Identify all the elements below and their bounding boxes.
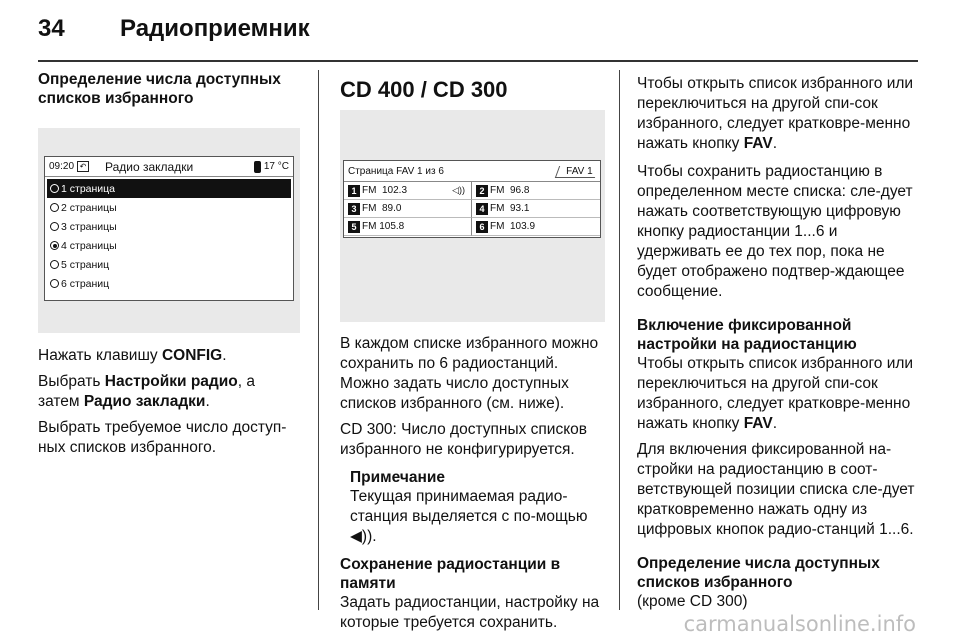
- fav-display-header: [344, 161, 600, 181]
- fav-display-screen: [343, 160, 601, 238]
- radio-button-icon: [50, 241, 59, 250]
- bookmark-page-item: [47, 179, 291, 198]
- back-icon: ↶: [77, 161, 89, 172]
- bookmark-page-label: 3 страницы: [61, 220, 117, 233]
- radio-button-icon: [50, 203, 59, 212]
- station-frequency: FM 96.8: [490, 185, 530, 196]
- display-time: 09:20: [49, 161, 75, 172]
- paragraph-set-stations: Задать радиостанции, настройку на которые требуется сохранить.: [340, 594, 600, 631]
- section-heading-favourites-count: Определение числа доступных списков избранного: [38, 71, 281, 107]
- section-heading-save-station: Сохранение радиостанции в памяти: [340, 556, 561, 592]
- bookmark-page-list: [45, 177, 293, 295]
- paragraph-open-favourites: Чтобы открыть список избранного или переключиться на другой спи-сок избранного, следует кратковре-менно нажать кнопку FAV.: [637, 75, 914, 152]
- station-frequency: FM 93.1: [490, 203, 530, 214]
- column-2-text: [340, 334, 605, 633]
- preset-number-badge: 3: [348, 203, 360, 215]
- station-frequency: FM 103.9: [490, 221, 536, 232]
- paragraph-except-cd300: (кроме CD 300): [637, 593, 748, 610]
- fav-station-slot: [344, 200, 472, 218]
- section-heading-recall-station: Включение фиксированной настройки на радиостанцию: [637, 317, 857, 353]
- watermark: carmanualsonline.info: [683, 612, 916, 636]
- paragraph-select-number: Выбрать требуемое число доступ-ных списков избранного.: [38, 419, 287, 456]
- column-1: [38, 70, 300, 108]
- note-text: Текущая принимаемая радио-станция выделяется с по-мощью ◀)).: [350, 488, 588, 545]
- thermometer-icon: [254, 161, 261, 173]
- bookmark-page-item: [47, 198, 291, 217]
- column-2-title: [340, 72, 605, 100]
- radio-button-icon: [50, 260, 59, 269]
- preset-number-badge: 5: [348, 221, 360, 233]
- paragraph-six-stations: В каждом списке избранного можно сохранить по 6 радиостанций. Можно задать число доступных списков избранного (см. ниже).: [340, 335, 599, 412]
- bookmark-page-label: 5 страниц: [61, 258, 110, 271]
- preset-number-badge: 4: [476, 203, 488, 215]
- bookmark-page-label: 1 страница: [61, 182, 116, 195]
- station-frequency: FM 89.0: [362, 203, 402, 214]
- bookmark-page-label: 6 страниц: [61, 277, 110, 290]
- column-divider-2: [619, 70, 620, 610]
- column-1-text: [38, 346, 300, 458]
- fav-station-slot: [472, 182, 600, 200]
- paragraph-open-favourites-2: Чтобы открыть список избранного или переключиться на другой спи-сок избранного, следует кратковре-менно нажать кнопку FAV.: [637, 355, 914, 432]
- section-title-cd400: CD 400 / CD 300: [340, 77, 508, 102]
- bookmark-page-item: [47, 274, 291, 293]
- display-title: Радио закладки: [105, 159, 194, 174]
- preset-number-badge: 2: [476, 185, 488, 197]
- bookmark-page-item: [47, 236, 291, 255]
- preset-number-badge: 1: [348, 185, 360, 197]
- paragraph-cd300: CD 300: Число доступных списков избранного не конфигурируется.: [340, 421, 588, 458]
- preset-number-badge: 6: [476, 221, 488, 233]
- radio-button-icon: [50, 222, 59, 231]
- paragraph-recall-preset: Для включения фиксированной на-стройки на радиостанцию в соот-ветствующей позиции списка сле-дует кратковременно нажать одну из цифровых кнопок радио-станций 1...6.: [637, 441, 915, 538]
- speaker-icon: ◁)): [452, 185, 465, 195]
- paragraph-store-station: Чтобы сохранить радиостанцию в определенном месте списка: сле-дует нажать соответствующую цифровую кнопку радиостанции 1...6 и удерживать ее до тех пор, пока не будет отображено подтвер-ждающее сообщение.: [637, 163, 913, 300]
- column-divider-1: [318, 70, 319, 610]
- paragraph-select-settings: Выбрать Настройки радио, а затем Радио закладки.: [38, 373, 255, 410]
- bookmark-page-item: [47, 255, 291, 274]
- fav-band-tab: FAV 1: [554, 166, 598, 178]
- bookmark-page-label: 2 страницы: [61, 201, 117, 214]
- display-screen: [44, 156, 294, 301]
- note-title: Примечание: [350, 469, 445, 486]
- column-3: [637, 74, 915, 612]
- bookmark-page-item: [47, 217, 291, 236]
- fav-station-grid: [344, 181, 600, 236]
- figure-radio-bookmarks: [38, 128, 300, 333]
- station-frequency: FM 102.3: [362, 185, 408, 196]
- page-title: Радиоприемник: [120, 15, 310, 42]
- display-temperature: [254, 161, 289, 173]
- fav-station-slot: [344, 182, 472, 200]
- display-status-bar: [45, 157, 293, 177]
- fav-page-title: Страница FAV 1 из 6: [348, 165, 444, 177]
- header-divider: [38, 60, 918, 62]
- page-number: 34: [38, 15, 65, 42]
- fav-station-slot: [344, 218, 472, 236]
- fav-station-slot: [472, 218, 600, 236]
- note-block: [340, 468, 605, 547]
- radio-button-icon: [50, 279, 59, 288]
- bookmark-page-label: 4 страницы: [61, 239, 117, 252]
- temperature-value: 17 °C: [263, 161, 289, 172]
- radio-button-icon: [50, 184, 59, 193]
- fav-station-slot: [472, 200, 600, 218]
- section-heading-favourites-count-2: Определение числа доступных списков избранного: [637, 555, 880, 591]
- station-frequency: FM 105.8: [362, 221, 405, 232]
- figure-fav-page: [340, 110, 605, 322]
- paragraph-press-config: Нажать клавишу CONFIG.: [38, 347, 227, 364]
